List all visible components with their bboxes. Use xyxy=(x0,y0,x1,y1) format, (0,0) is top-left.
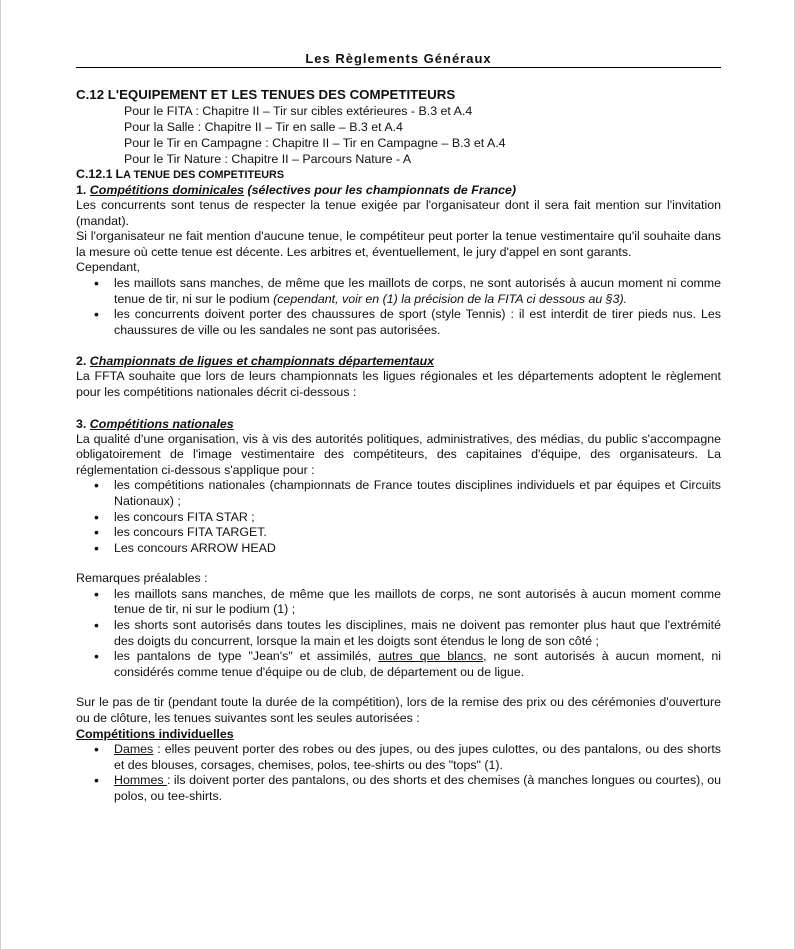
header-rule xyxy=(76,67,721,68)
spacer xyxy=(76,338,721,353)
list-item: • les maillots sans manches, de même que les maillots de corps, ne sont autorisés à aucun moment comme tenue de tir, ni sur le podium (1) ; xyxy=(114,587,721,618)
heading-title: Compétitions dominicales xyxy=(89,183,245,197)
list-item-emphasis: autres que blancs xyxy=(378,649,484,664)
spacer xyxy=(76,680,721,695)
paragraph: Cependant, xyxy=(76,260,141,275)
list-item: • les compétitions nationales (championnats de France toutes disciplines individuels et par équipes et Circuits Nationaux) ; xyxy=(114,478,721,509)
list-item: • les concours FITA TARGET. xyxy=(114,525,721,541)
list-item-label: Hommes xyxy=(114,773,168,788)
section-title: C.12 L'EQUIPEMENT ET LES TENUES DES COMPETITEURS xyxy=(76,87,456,102)
reference-item: Pour le FITA : Chapitre II – Tir sur cibles extérieures - B.3 et A.4 xyxy=(124,104,473,118)
bullet-list xyxy=(76,478,721,556)
paragraph: La FFTA souhaite que lors de leurs championnats les ligues régionales et les départements adoptent le règlement pour les compétitions nationales décrit ci-dessous : xyxy=(76,369,721,399)
list-item xyxy=(114,649,721,680)
list-item xyxy=(114,276,721,307)
bullet-list xyxy=(76,742,721,804)
list-item: • Les concours ARROW HEAD xyxy=(114,541,721,557)
heading-number: 3. xyxy=(76,416,87,431)
paragraph: Si l'organisateur ne fait mention d'aucune tenue, le compétiteur peut porter la tenue vestimentaire qu'il souhaite dans la mesure où cette tenue est décente. Les arbitres et, éventuellement, le jury d'appel en sont garants. xyxy=(76,229,721,259)
page-header-title: Les Règlements Généraux xyxy=(305,51,492,66)
subsection-lead-letter: L xyxy=(115,167,124,181)
subsection-code: C.12.1 xyxy=(76,167,113,181)
paragraph: La qualité d'une organisation, vis à vis des autorités politiques, administratives, des médias, du public s'accompagne obligatoirement de l'image vestimentaire des compétiteurs, des capitaines d'équipe, des organisateurs. La réglementation ci-dessous s'applique pour : xyxy=(76,431,721,477)
list-item-text: , ne sont autorisés à aucun moment, ni considérés comme tenue d'équipe ou de club, de département ou de ligue. xyxy=(114,649,722,679)
subheading: Compétitions individuelles xyxy=(76,726,234,741)
list-item-text: les pantalons de type "Jean's" et assimilés, xyxy=(114,649,379,664)
list-item-text: : elles peuvent porter des robes ou des jupes, ou des jupes culottes, ou des pantalons, ou des shorts et des blouses, corsages, chemises, polos, tee-shirts ou des "tops" (1). xyxy=(114,742,721,772)
list-item: • les concours FITA STAR ; xyxy=(114,510,721,526)
paragraph: Sur le pas de tir (pendant toute la durée de la compétition), lors de la remise des prix ou des cérémonies d'ouverture ou de clôture, les tenues suivantes sont les seules autorisées : xyxy=(76,695,721,726)
list-item-note: (cependant, voir en (1) la précision de la FITA ci dessous au §3). xyxy=(273,291,628,306)
document-body xyxy=(76,86,721,805)
heading-number: 2. xyxy=(76,354,87,369)
spacer xyxy=(76,401,721,416)
list-item: • les shorts sont autorisés dans toutes les disciplines, mais ne doivent pas remonter plus haut que l'extrémité des doigts du concurrent, lorsque la main et les doigts sont étendus le long de son côté ; xyxy=(114,618,721,649)
reference-item: Pour la Salle : Chapitre II – Tir en salle – B.3 et A.4 xyxy=(124,120,403,134)
spacer xyxy=(76,556,721,571)
reference-list xyxy=(76,103,721,167)
reference-item: Pour le Tir en Campagne : Chapitre II – Tir en Campagne – B.3 et A.4 xyxy=(124,136,506,150)
heading-1 xyxy=(76,182,721,198)
heading-3 xyxy=(76,416,721,432)
heading-title: Compétitions nationales xyxy=(89,416,234,431)
subsection-title-rest: A TENUE DES COMPETITEURS xyxy=(123,169,285,181)
reference-item: Pour le Tir Nature : Chapitre II – Parcours Nature - A xyxy=(124,152,412,166)
list-item-text: les maillots sans manches, de même que les maillots de corps, ne sont autorisés à aucun moment ni comme tenue de tir, ni sur le podium xyxy=(114,275,721,306)
bullet-list xyxy=(76,276,721,338)
heading-title: Championnats de ligues et championnats départementaux xyxy=(89,354,435,369)
paragraph: Les concurrents sont tenus de respecter la tenue exigée par l'organisateur dont il sera fait mention sur l'invitation (mandat). xyxy=(76,198,721,228)
paragraph: Remarques préalables : xyxy=(76,571,208,586)
list-item xyxy=(114,742,721,773)
heading-2 xyxy=(76,353,721,369)
bullet-list xyxy=(76,587,721,681)
list-item-label: Dames xyxy=(114,742,154,757)
subsection-title xyxy=(76,167,721,182)
heading-note: (sélectives pour les championnats de France) xyxy=(247,183,517,197)
list-item-text: : ils doivent porter des pantalons, ou des shorts et des chemises (à manches longues ou courtes), ou polos, ou tee-shirts. xyxy=(114,773,721,803)
heading-number: 1. xyxy=(76,183,87,197)
list-item: • les concurrents doivent porter des chaussures de sport (style Tennis) : il est interdit de tirer pieds nus. Les chaussures de ville ou les sandales ne sont pas autorisées. xyxy=(114,307,721,338)
list-item xyxy=(114,773,721,804)
